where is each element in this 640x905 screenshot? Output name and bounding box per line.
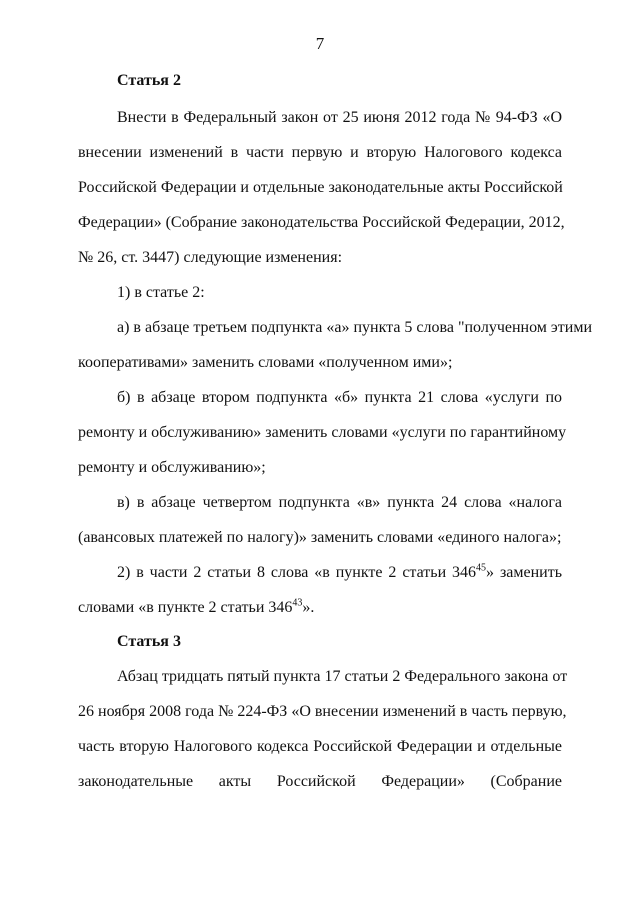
article-2-item-2-line-2 — [78, 598, 562, 618]
article-2-intro-line-1: Внести в Федеральный закон от 25 июня 2012 года № 94-ФЗ «О — [117, 109, 562, 126]
article-3-heading: Статья 3 — [117, 633, 181, 650]
page-number: 7 — [315, 34, 325, 53]
article-2-intro-line-4: Федерации» (Собрание законодательства Российской Федерации, 2012, — [78, 214, 565, 231]
article-2-item-v-line-1: в) в абзаце четвертом подпункта «в» пункта 24 слова «налога — [117, 494, 562, 511]
article-2-item-v-line-2: (авансовых платежей по налогу)» заменить словами «единого налога»; — [78, 529, 562, 546]
item-2-line-2-after: ». — [302, 599, 315, 616]
article-2-item-b-line-2: ремонту и обслуживанию» заменить словами «услуги по гарантийному — [78, 424, 567, 441]
item-2-line-2-superscript: 43 — [292, 597, 303, 609]
article-2-intro-line-3: Российской Федерации и отдельные законодательные акты Российской — [78, 179, 563, 196]
article-2-heading: Статья 2 — [117, 72, 181, 89]
article-2-intro-line-5: № 26, ст. 3447) следующие изменения: — [78, 249, 343, 266]
item-2-line-1-before: 2) в части 2 статьи 8 слова «в пункте 2 статьи 346 — [117, 564, 477, 581]
article-3-line-4: законодательные акты Российской Федерации» (Собрание — [78, 773, 562, 790]
article-3-line-3: часть вторую Налогового кодекса Российской Федерации и отдельные — [78, 738, 562, 755]
article-2-item-b-line-3: ремонту и обслуживанию»; — [78, 459, 266, 476]
item-2-line-1-superscript: 45 — [476, 562, 487, 574]
item-2-line-1-after: » заменить — [486, 564, 563, 581]
article-2-item-a-line-1: а) в абзаце третьем подпункта «а» пункта 5 слова "полученном этими — [117, 319, 593, 336]
article-2-item-a-line-2: кооперативами» заменить словами «полученном ими»; — [78, 354, 453, 371]
article-2-item-2-line-1 — [117, 563, 562, 583]
article-2-intro-line-2: внесении изменений в части первую и вторую Налогового кодекса — [78, 144, 562, 161]
item-2-line-2-before: словами «в пункте 2 статьи 346 — [78, 599, 293, 616]
article-3-line-1: Абзац тридцать пятый пункта 17 статьи 2 Федерального закона от — [117, 668, 568, 685]
article-3-line-2: 26 ноября 2008 года № 224-ФЗ «О внесении изменений в часть первую, — [78, 703, 567, 720]
article-2-item-1: 1) в статье 2: — [117, 284, 205, 301]
article-2-item-b-line-1: б) в абзаце втором подпункта «б» пункта 21 слова «услуги по — [117, 389, 562, 406]
